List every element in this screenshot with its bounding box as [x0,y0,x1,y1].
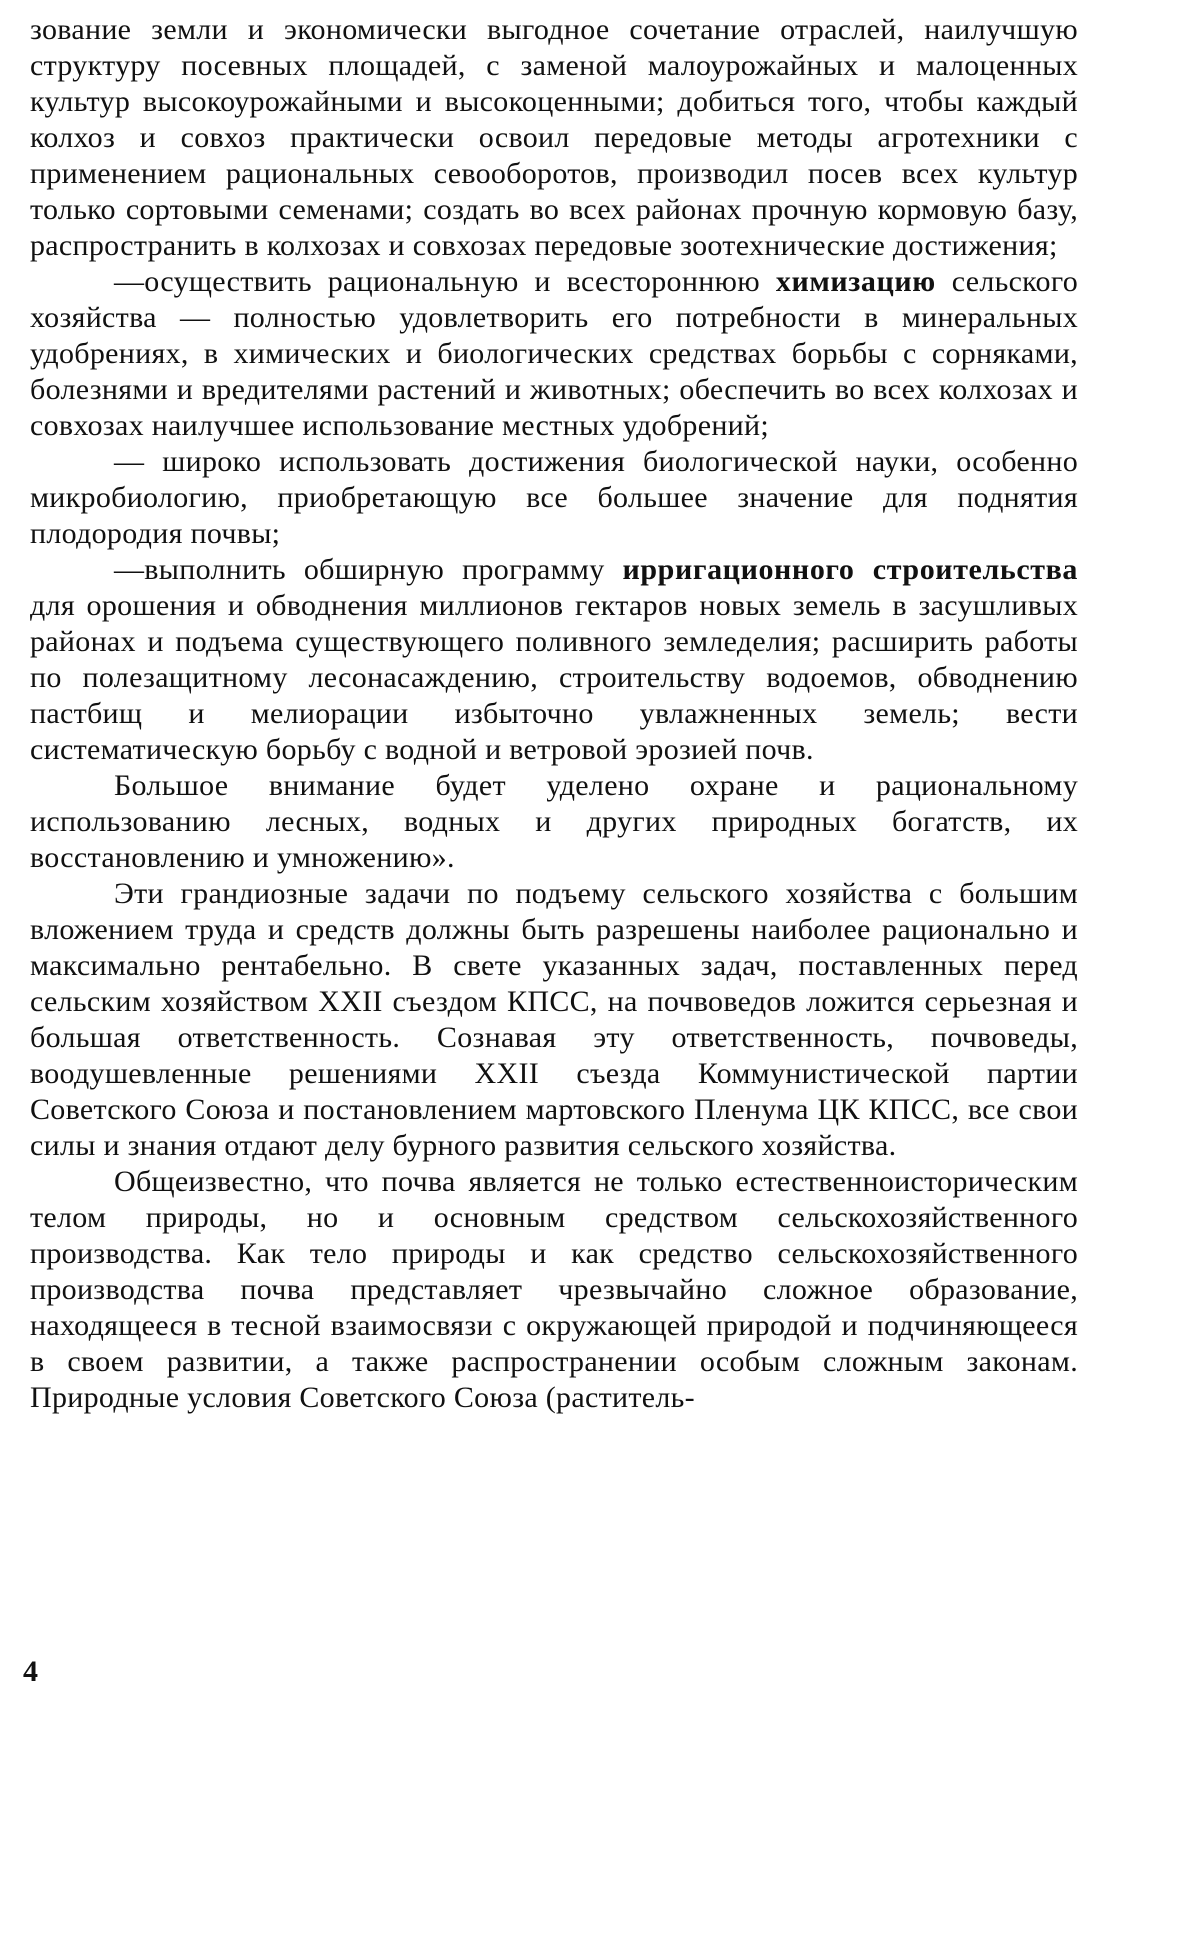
paragraph-6-text: Эти грандиозные задачи по подъему сельского хозяйства с большим вложением труда и средств должны быть разрешены наиболее рационально и максимально рентабельно. В свете указанных задач, поставленных перед сельским хозяйством XXII съездом КПСС, на почвоведов ложится серьезная и большая ответственность. Сознавая эту ответственность, почвоведы, воодушевленные решениями XXII съезда Коммунистической партии Советского Союза и постановлением мартовского Пленума ЦК КПСС, все свои силы и знания отдают делу бурного развития сельского хозяйства. [30,877,1078,1162]
paragraph-4-text-a: —выполнить обширную программу [114,553,623,586]
paragraph-3-text: — широко использовать достижения биологической науки, особенно микробиологию, приобретающую все большее значение для поднятия плодородия почвы; [30,445,1078,550]
page-number: 4 [23,1655,38,1688]
paragraph-4 [30,552,1078,768]
bold-term-irrigation-construction: ирригационного строительства [622,553,1078,586]
paragraph-2 [30,264,1078,444]
paragraph-7-text: Общеизвестно, что почва является не только естественноисторическим телом природы, но и основным средством сельскохозяйственного производства. Как тело природы и как средство сельскохозяйственного производства почва представляет чрезвычайно сложное образование, находящееся в тесной взаимосвязи с окружающей природой и подчиняющееся в своем развитии, а также распространении особым сложным законам. Природные условия Советского Союза (раститель- [30,1165,1078,1414]
paragraph-2-text-b: сельского хозяйства — полностью удовлетворить его потребности в минеральных удобрениях, в химических и биологических средствах борьбы с сорняками, болезнями и вредителями растений и животных; обеспечить во всех колхозах и совхозах наилучшее использование местных удобрений; [30,265,1078,442]
paragraph-7 [30,1164,1078,1416]
paragraph-2-text-a: —осуществить рациональную и всестороннюю [114,265,776,298]
paragraph-3 [30,444,1078,552]
paragraph-6 [30,876,1078,1164]
paragraph-5 [30,768,1078,876]
page-text [30,12,1078,1416]
paragraph-1 [30,12,1078,264]
bold-term-chemicalization: химизацию [775,265,936,298]
paragraph-4-text-b: для орошения и обводнения миллионов гектаров новых земель в засушливых районах и подъема существующего поливного земледелия; расширить работы по полезащитному лесонасаждению, строительству водоемов, обводнению пастбищ и мелиорации избыточно увлажненных земель; вести систематическую борьбу с водной и ветровой эрозией почв. [30,589,1078,766]
paragraph-1-text: зование земли и экономически выгодное сочетание отраслей, наилучшую структуру посевных площадей, с заменой малоурожайных и малоценных культур высокоурожайными и высокоценными; добиться того, чтобы каждый колхоз и совхоз практически освоил передовые методы агротехники с применением рациональных севооборотов, производил посев всех культур только сортовыми семенами; создать во всех районах прочную кормовую базу, распространить в колхозах и совхозах передовые зоотехнические достижения; [30,13,1078,262]
paragraph-5-text: Большое внимание будет уделено охране и рациональному использованию лесных, водных и других природных богатств, их восстановлению и умножению». [30,769,1078,874]
